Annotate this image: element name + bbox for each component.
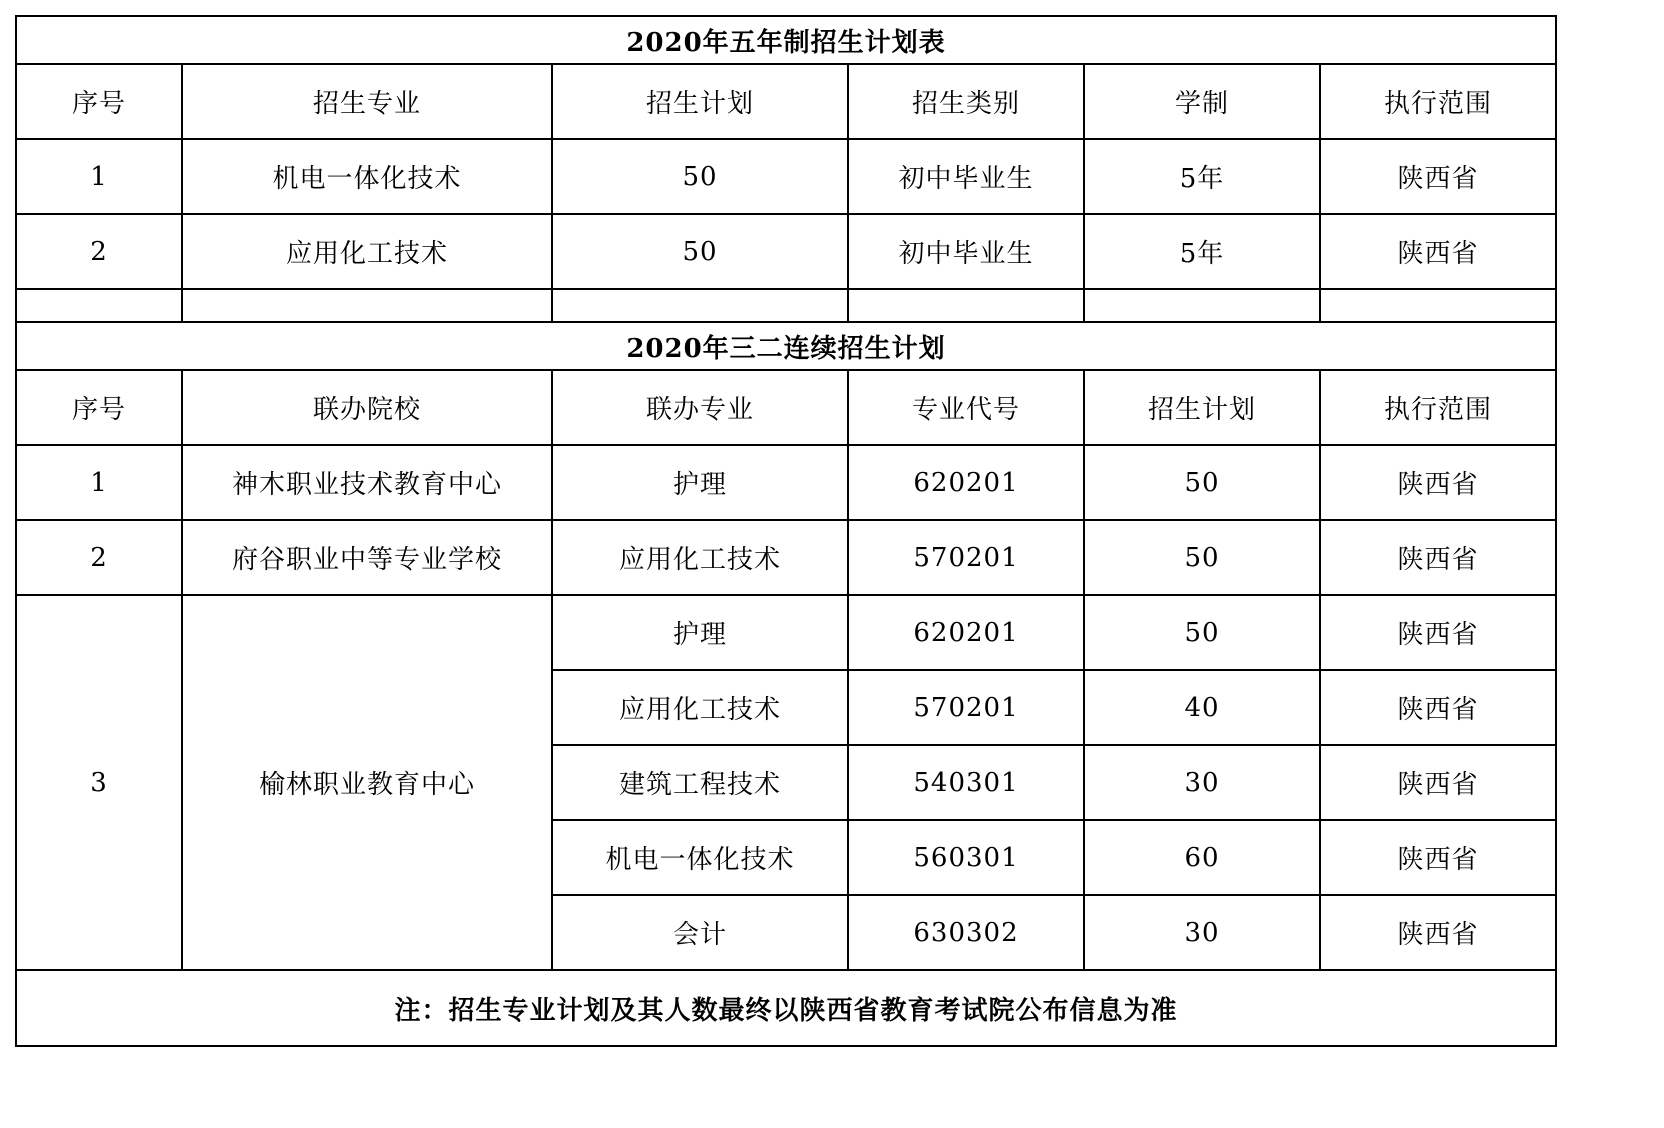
cell: 陕西省: [1320, 670, 1556, 745]
cell: 会计: [552, 895, 848, 970]
table2-header: 序号: [16, 370, 182, 445]
table2-header: 专业代号: [848, 370, 1084, 445]
table1-title-row: [16, 16, 1556, 64]
cell: 620201: [848, 445, 1084, 520]
spacer-row: [16, 289, 1556, 322]
note-row: [16, 970, 1556, 1046]
enrollment-sheet: [15, 15, 1557, 1047]
cell: 应用化工技术: [182, 214, 552, 289]
cell: 陕西省: [1320, 595, 1556, 670]
cell: 1: [16, 445, 182, 520]
table-row: [16, 445, 1556, 520]
cell: 应用化工技术: [552, 670, 848, 745]
cell: 50: [552, 139, 848, 214]
cell: 初中毕业生: [848, 214, 1084, 289]
group-school-cell: 榆林职业教育中心: [182, 595, 552, 970]
cell: 30: [1084, 745, 1320, 820]
cell: 陕西省: [1320, 520, 1556, 595]
table2-header: 联办专业: [552, 370, 848, 445]
cell: 630302: [848, 895, 1084, 970]
cell: 570201: [848, 670, 1084, 745]
table1-header: 招生类别: [848, 64, 1084, 139]
table-row: [16, 520, 1556, 595]
table1-header: 招生专业: [182, 64, 552, 139]
cell: 560301: [848, 820, 1084, 895]
cell: 50: [552, 214, 848, 289]
cell: 府谷职业中等专业学校: [182, 520, 552, 595]
table1-header: 招生计划: [552, 64, 848, 139]
cell: 机电一体化技术: [182, 139, 552, 214]
cell: 1: [16, 139, 182, 214]
table1-header: 执行范围: [1320, 64, 1556, 139]
cell: 护理: [552, 595, 848, 670]
table-row: [16, 595, 1556, 670]
table2-title-row: [16, 322, 1556, 370]
table1-header-row: [16, 64, 1556, 139]
table2-header: 联办院校: [182, 370, 552, 445]
cell: 陕西省: [1320, 895, 1556, 970]
empty-cell: [182, 289, 552, 322]
cell: 570201: [848, 520, 1084, 595]
table-row: [16, 139, 1556, 214]
cell: 5年: [1084, 214, 1320, 289]
empty-cell: [1320, 289, 1556, 322]
table2-header: 招生计划: [1084, 370, 1320, 445]
cell: 陕西省: [1320, 139, 1556, 214]
empty-cell: [16, 289, 182, 322]
table-row: [16, 214, 1556, 289]
cell: 50: [1084, 520, 1320, 595]
cell: 初中毕业生: [848, 139, 1084, 214]
cell: 540301: [848, 745, 1084, 820]
cell: 陕西省: [1320, 820, 1556, 895]
cell: 40: [1084, 670, 1320, 745]
cell: 陕西省: [1320, 745, 1556, 820]
cell: 50: [1084, 595, 1320, 670]
table1-header: 学制: [1084, 64, 1320, 139]
cell: 30: [1084, 895, 1320, 970]
cell: 2: [16, 214, 182, 289]
cell: 机电一体化技术: [552, 820, 848, 895]
cell: 应用化工技术: [552, 520, 848, 595]
cell: 50: [1084, 445, 1320, 520]
cell: 620201: [848, 595, 1084, 670]
table1-header: 序号: [16, 64, 182, 139]
group-index-cell: 3: [16, 595, 182, 970]
table2-title: 2020年三二连续招生计划: [16, 322, 1556, 370]
empty-cell: [848, 289, 1084, 322]
cell: 5年: [1084, 139, 1320, 214]
cell: 陕西省: [1320, 445, 1556, 520]
table2-header-row: [16, 370, 1556, 445]
cell: 护理: [552, 445, 848, 520]
cell: 2: [16, 520, 182, 595]
empty-cell: [552, 289, 848, 322]
empty-cell: [1084, 289, 1320, 322]
cell: 建筑工程技术: [552, 745, 848, 820]
table1-title: 2020年五年制招生计划表: [16, 16, 1556, 64]
cell: 60: [1084, 820, 1320, 895]
cell: 陕西省: [1320, 214, 1556, 289]
cell: 神木职业技术教育中心: [182, 445, 552, 520]
table2-header: 执行范围: [1320, 370, 1556, 445]
footnote: 注：招生专业计划及其人数最终以陕西省教育考试院公布信息为准: [16, 970, 1556, 1046]
